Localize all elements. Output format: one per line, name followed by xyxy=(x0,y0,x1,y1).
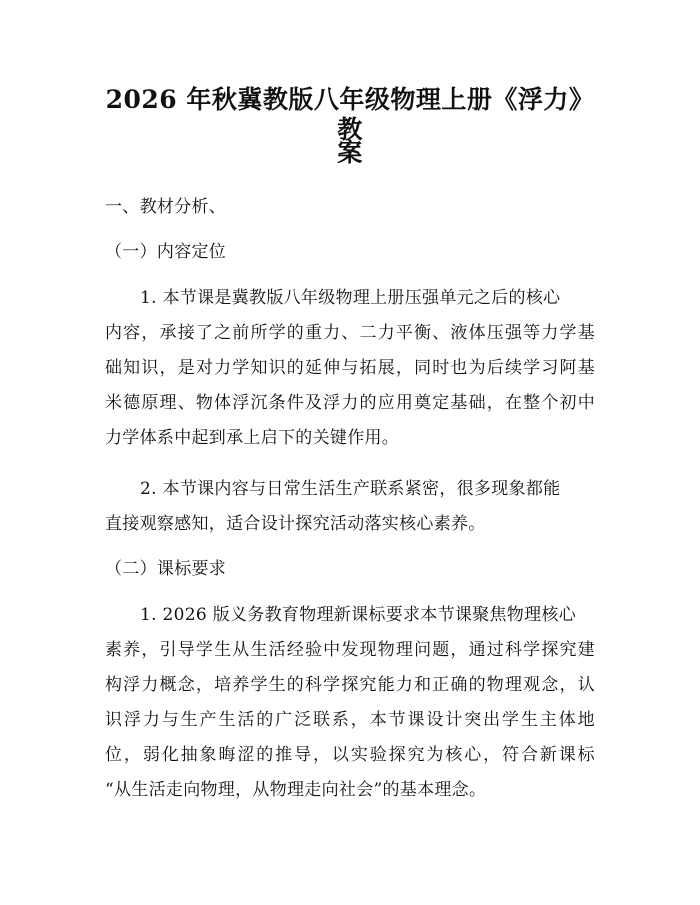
paragraph-line: 1. 2026 版义务教育物理新课标要求本节课聚焦物理核心 xyxy=(140,605,576,625)
document-title-line-2: 案 xyxy=(337,138,363,167)
subsection-heading-content-positioning: （一）内容定位 xyxy=(105,242,227,262)
subsection-heading-curriculum-requirements: （二）课标要求 xyxy=(105,559,227,579)
paragraph-line: 构浮力概念，培养学生的科学探究能力和正确的物理观念，认 xyxy=(105,675,595,695)
paragraph-line: 位，弱化抽象晦涩的推导，以实验探究为核心，符合新课标 xyxy=(105,745,595,765)
paragraph-line: 2. 本节课内容与日常生活生产联系紧密，很多现象都能 xyxy=(140,479,561,499)
paragraph-line: 米德原理、物体浮沉条件及浮力的应用奠定基础，在整个初中 xyxy=(105,393,595,413)
paragraph-line: 1. 本节课是冀教版八年级物理上册压强单元之后的核心 xyxy=(140,288,561,308)
paragraph-line: 直接观察感知，适合设计探究活动落实核心素养。 xyxy=(105,514,486,534)
section-heading-textbook-analysis: 一、教材分析、 xyxy=(105,197,227,217)
paragraph-line: 础知识，是对力学知识的延伸与拓展，同时也为后续学习阿基 xyxy=(105,358,595,378)
paragraph-line: “从生活走向物理，从物理走向社会”的基本理念。 xyxy=(105,780,487,800)
paragraph-line: 素养，引导学生从生活经验中发现物理问题，通过科学探究建 xyxy=(105,640,595,660)
document-title-line-1: 2026 年秋冀教版八年级物理上册《浮力》教 xyxy=(105,85,595,144)
paragraph-line: 力学体系中起到承上启下的关键作用。 xyxy=(105,428,400,448)
paragraph-line: 识浮力与生产生活的广泛联系，本节课设计突出学生主体地 xyxy=(105,710,595,730)
paragraph-line: 内容，承接了之前所学的重力、二力平衡、液体压强等力学基 xyxy=(105,323,595,343)
